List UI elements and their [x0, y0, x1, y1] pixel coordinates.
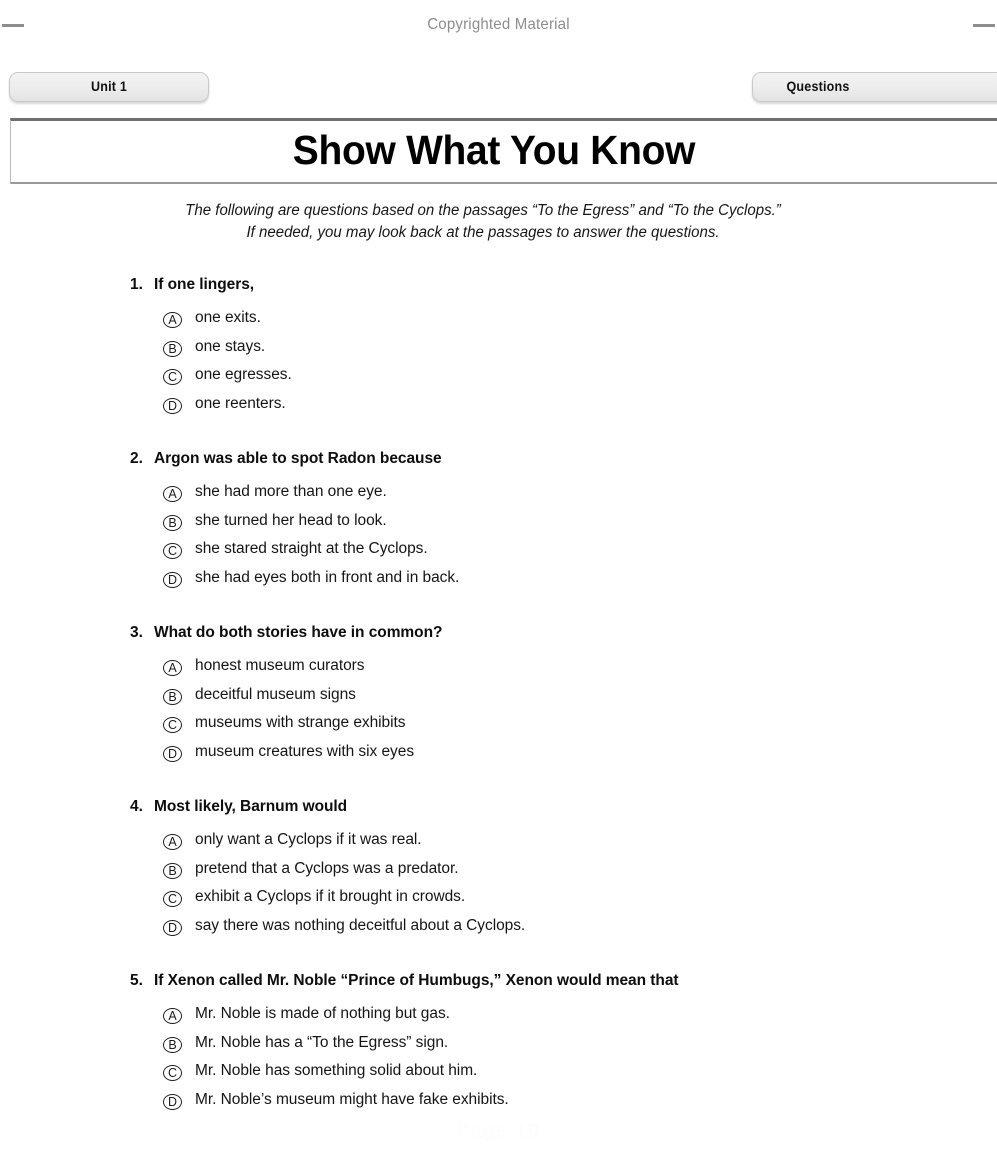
- answer-choice-text: one exits.: [195, 309, 261, 326]
- question-block: [130, 622, 950, 766]
- answer-choice-bubble[interactable]: [163, 535, 195, 564]
- answer-choice-text: she turned her head to look.: [195, 511, 387, 529]
- circled-letter-icon: B: [163, 689, 182, 705]
- answer-choice-text: Mr. Noble is made of nothing but gas.: [195, 1005, 450, 1022]
- question-number: 4.: [130, 798, 143, 815]
- circled-letter-icon: C: [163, 369, 182, 385]
- answer-choice-text: museums with strange exhibits: [195, 714, 406, 731]
- answer-choice[interactable]: [130, 826, 950, 855]
- answer-choice-bubble[interactable]: [163, 478, 195, 507]
- answer-choice-bubble[interactable]: [163, 304, 195, 333]
- answer-choice-bubble[interactable]: [163, 1057, 195, 1086]
- question-text: What do both stories have in common?: [154, 624, 443, 641]
- question-stem: [130, 274, 950, 296]
- question-block: [130, 274, 950, 418]
- answer-choice-bubble[interactable]: [163, 826, 195, 855]
- answer-choice-bubble[interactable]: [163, 564, 195, 593]
- answer-choice[interactable]: [130, 709, 950, 738]
- circled-letter-icon: A: [163, 834, 182, 850]
- circled-letter-icon: D: [163, 1094, 182, 1110]
- answer-choice[interactable]: [130, 1000, 950, 1029]
- answer-choice[interactable]: [130, 1029, 950, 1058]
- answer-choice[interactable]: [130, 333, 950, 362]
- answer-choice-text: one egresses.: [195, 366, 292, 383]
- question-text: Argon was able to spot Radon because: [154, 450, 442, 467]
- answer-choice-bubble[interactable]: [163, 333, 195, 362]
- answer-choice[interactable]: [130, 1057, 950, 1086]
- tab-unit-1[interactable]: [9, 72, 209, 102]
- answer-choice-text: museum creatures with six eyes: [195, 742, 415, 760]
- answer-choice[interactable]: [130, 1086, 950, 1115]
- answer-choice-bubble[interactable]: [163, 652, 195, 681]
- answer-choice[interactable]: [130, 883, 950, 912]
- answer-choice[interactable]: [130, 535, 950, 564]
- answer-choice-bubble[interactable]: [163, 361, 195, 390]
- answer-choice-text: say there was nothing deceitful about a Cyclops.: [195, 916, 526, 934]
- question-stem: [130, 448, 950, 470]
- instructions-block: [14, 200, 951, 244]
- answer-choice-bubble[interactable]: [163, 738, 195, 767]
- page-title: Show What You Know: [292, 127, 696, 173]
- question-number: 3.: [130, 624, 143, 641]
- instructions-line-2: If needed, you may look back at the passages to answer the questions.: [246, 224, 720, 241]
- answer-choice-text: Mr. Noble’s museum might have fake exhibits.: [195, 1090, 509, 1108]
- answer-choice[interactable]: [130, 304, 950, 333]
- circled-letter-icon: D: [163, 572, 182, 588]
- question-number: 1.: [130, 276, 143, 293]
- answer-choice[interactable]: [130, 361, 950, 390]
- answer-choice-bubble[interactable]: [163, 883, 195, 912]
- page-number-watermark: Page 10: [456, 1121, 541, 1142]
- questions-list: [130, 274, 950, 1114]
- answer-choice-text: one reenters.: [195, 394, 286, 412]
- answer-choice[interactable]: [130, 681, 950, 710]
- question-stem: [130, 622, 950, 644]
- answer-choice-bubble[interactable]: [163, 1086, 195, 1115]
- answer-choice-text: honest museum curators: [195, 657, 365, 674]
- question-number: 5.: [130, 972, 143, 989]
- circled-letter-icon: B: [163, 863, 182, 879]
- answer-choice-text: only want a Cyclops if it was real.: [195, 831, 422, 848]
- answer-choice-bubble[interactable]: [163, 1000, 195, 1029]
- answer-choice-bubble[interactable]: [163, 507, 195, 536]
- left-edge-dash-icon: [2, 24, 24, 27]
- circled-letter-icon: B: [163, 341, 182, 357]
- tab-unit-1-label: Unit 1: [90, 79, 127, 94]
- circled-letter-icon: C: [163, 891, 182, 907]
- instructions-line-1: The following are questions based on the passages “To the Egress” and “To the Cyclops.”: [185, 202, 781, 219]
- right-edge-dash-icon: [973, 24, 995, 27]
- answer-choice-text: deceitful museum signs: [195, 685, 356, 703]
- circled-letter-icon: C: [163, 717, 182, 733]
- tab-questions-label: Questions: [786, 79, 850, 94]
- question-text: If Xenon called Mr. Noble “Prince of Humbugs,” Xenon would mean that: [154, 972, 679, 989]
- answer-choice[interactable]: [130, 390, 950, 419]
- circled-letter-icon: B: [163, 1037, 182, 1053]
- circled-letter-icon: C: [163, 1065, 182, 1081]
- title-banner: [10, 118, 997, 184]
- answer-choice-text: Mr. Noble has something solid about him.: [195, 1062, 478, 1079]
- answer-choice-text: exhibit a Cyclops if it brought in crowds.: [195, 888, 466, 905]
- answer-choice-text: she had eyes both in front and in back.: [195, 568, 460, 586]
- circled-letter-icon: B: [163, 515, 182, 531]
- circled-letter-icon: A: [163, 312, 182, 328]
- question-block: [130, 796, 950, 940]
- answer-choice[interactable]: [130, 507, 950, 536]
- answer-choice-bubble[interactable]: [163, 1029, 195, 1058]
- answer-choice-text: she had more than one eye.: [195, 483, 387, 500]
- circled-letter-icon: D: [163, 920, 182, 936]
- answer-choice[interactable]: [130, 564, 950, 593]
- copyright-notice: Copyrighted Material: [427, 16, 570, 33]
- answer-choice-text: Mr. Noble has a “To the Egress” sign.: [195, 1033, 449, 1051]
- answer-choice[interactable]: [130, 855, 950, 884]
- question-text: If one lingers,: [154, 276, 255, 293]
- answer-choice-bubble[interactable]: [163, 681, 195, 710]
- answer-choice[interactable]: [130, 912, 950, 941]
- question-block: [130, 970, 950, 1114]
- answer-choice-text: one stays.: [195, 337, 266, 355]
- answer-choice-bubble[interactable]: [163, 912, 195, 941]
- question-block: [130, 448, 950, 592]
- answer-choice[interactable]: [130, 652, 950, 681]
- question-stem: [130, 970, 950, 992]
- answer-choice-bubble[interactable]: [163, 709, 195, 738]
- circled-letter-icon: C: [163, 543, 182, 559]
- circled-letter-icon: A: [163, 660, 182, 676]
- circled-letter-icon: A: [163, 486, 182, 502]
- circled-letter-icon: A: [163, 1008, 182, 1024]
- question-text: Most likely, Barnum would: [154, 798, 348, 815]
- answer-choice-bubble[interactable]: [163, 390, 195, 419]
- question-number: 2.: [130, 450, 143, 467]
- answer-choice-text: she stared straight at the Cyclops.: [195, 540, 428, 557]
- question-stem: [130, 796, 950, 818]
- tab-questions[interactable]: [752, 72, 997, 102]
- answer-choice-bubble[interactable]: [163, 855, 195, 884]
- copyright-header-bar: [0, 0, 997, 48]
- circled-letter-icon: D: [163, 746, 182, 762]
- answer-choice[interactable]: [130, 478, 950, 507]
- circled-letter-icon: D: [163, 398, 182, 414]
- answer-choice-text: pretend that a Cyclops was a predator.: [195, 859, 459, 877]
- answer-choice[interactable]: [130, 738, 950, 767]
